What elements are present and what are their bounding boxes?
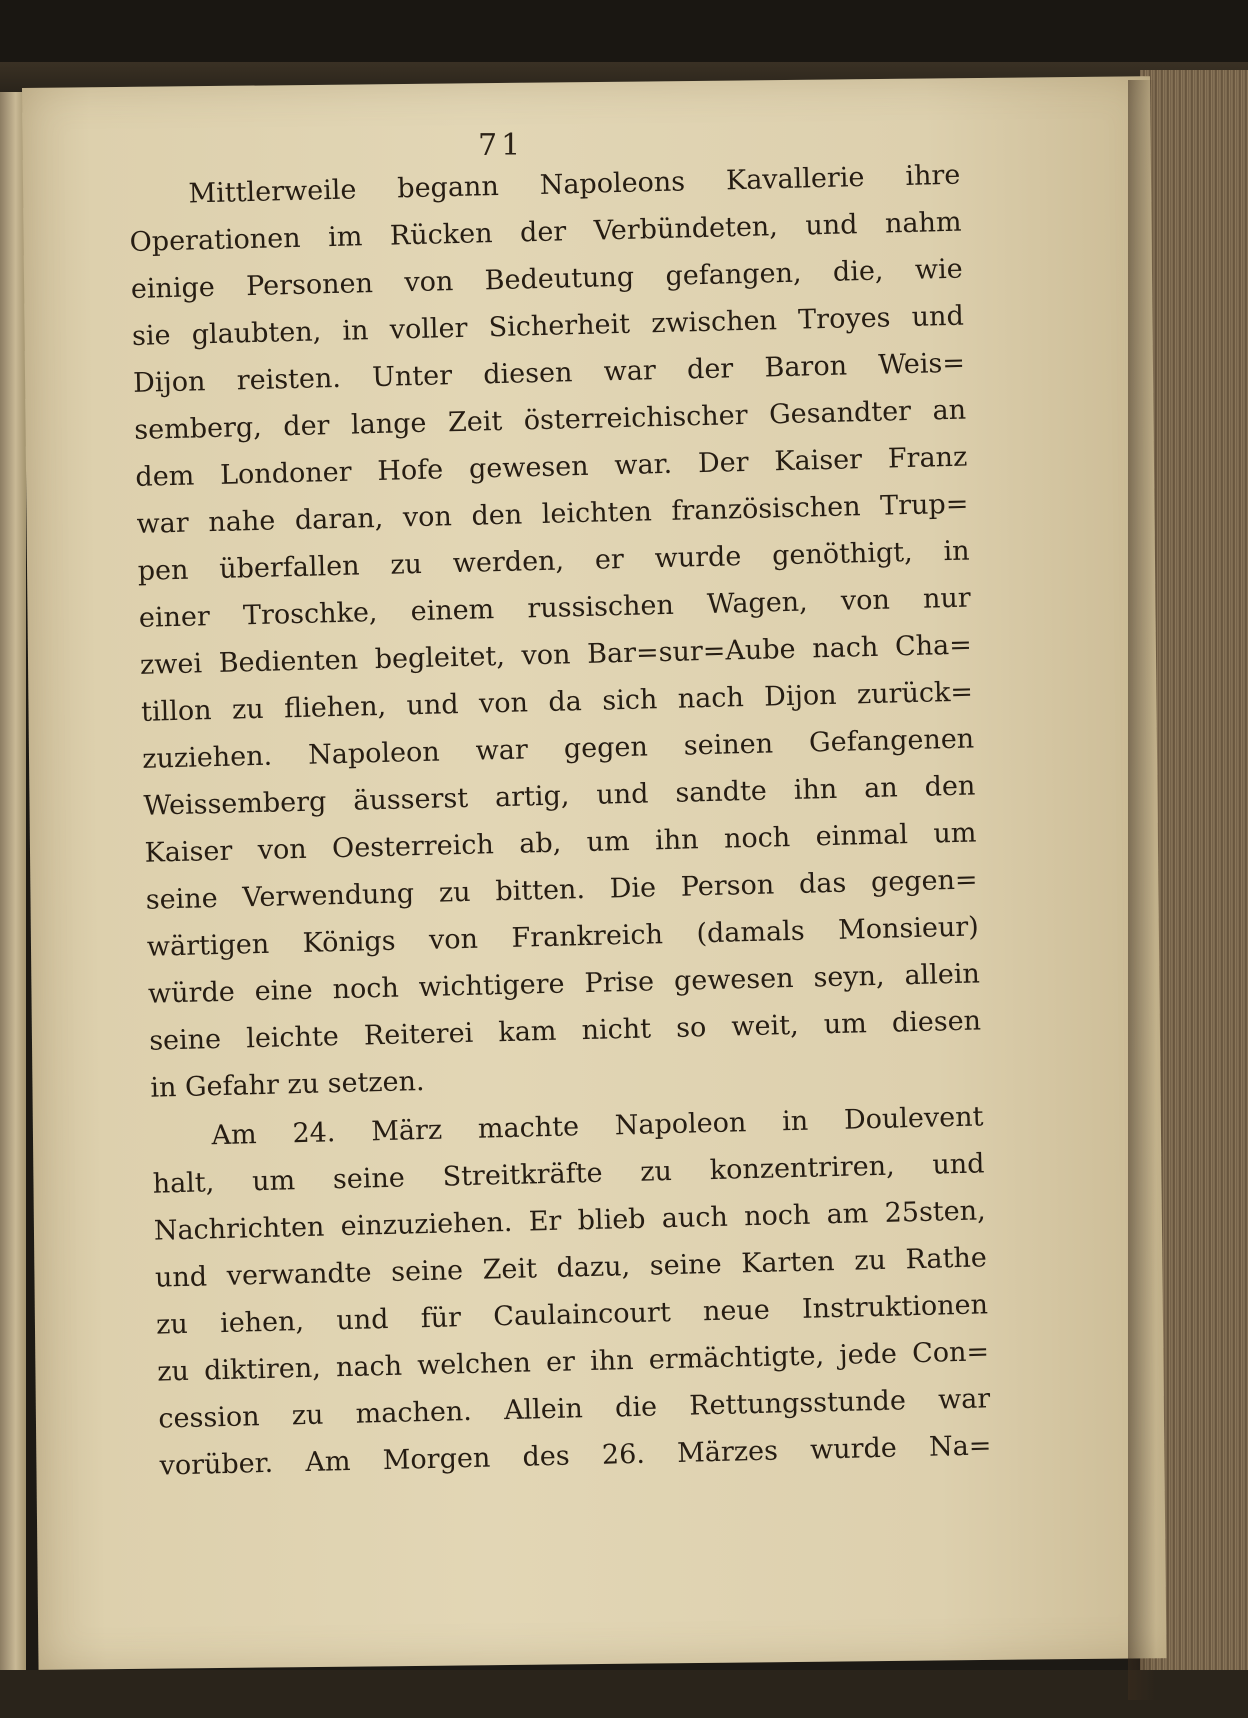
text-line: Am 24. März machte Napoleon in Doulevent xyxy=(211,1101,984,1152)
text-line: tillon zu fliehen, und von da sich nach Dijon zurück= xyxy=(140,676,974,728)
paragraph-2 xyxy=(151,1093,992,1489)
text-line: sie glaubten, in voller Sicherheit zwischen Troyes und xyxy=(131,300,965,352)
paragraph-1 xyxy=(128,152,983,1112)
text-line: vorüber. Am Morgen des 26. Märzes wurde Na= xyxy=(159,1430,992,1482)
text-line: zwei Bedienten begleitet, von Bar=sur=Aube nach Cha= xyxy=(139,629,973,681)
text-line: Kaiser von Oesterreich ab, um ihn noch einmal um xyxy=(144,817,977,869)
text-line: einer Troschke, einem russischen Wagen, von nur xyxy=(138,582,972,634)
text-line: halt, um seine Streitkräfte zu konzentriren, und xyxy=(152,1148,985,1200)
text-line: in Gefahr zu setzen. xyxy=(150,1066,425,1104)
text-line: Nachrichten einzuziehen. Er blieb auch noch am 25sten, xyxy=(153,1195,987,1247)
text-line: zuziehen. Napoleon war gegen seinen Gefangenen xyxy=(141,723,975,775)
text-line: zu diktiren, nach welchen er ihn ermächtigte, jede Con= xyxy=(156,1336,990,1388)
text-line: pen überfallen zu werden, er wurde genöthigt, in xyxy=(137,535,970,587)
page-gutter-shadow xyxy=(1128,80,1156,1700)
text-line: würde eine noch wichtigere Prise gewesen seyn, allein xyxy=(147,958,981,1010)
text-line: zu iehen, und für Caulaincourt neue Instruktionen xyxy=(155,1289,989,1341)
text-line: Dijon reisten. Unter diesen war der Baron Weis= xyxy=(132,347,966,399)
text-line: war nahe daran, von den leichten französischen Trup= xyxy=(136,488,969,540)
text-line: seine leichte Reiterei kam nicht so weit, um diesen xyxy=(148,1005,982,1057)
text-line: einige Personen von Bedeutung gefangen, die, wie xyxy=(130,253,964,305)
left-page-edge xyxy=(0,92,26,1672)
text-line: cession zu machen. Allein die Rettungsstunde war xyxy=(158,1383,991,1435)
text-line: und verwandte seine Zeit dazu, seine Karten zu Rathe xyxy=(154,1242,988,1294)
background-bottom xyxy=(0,1670,1248,1718)
page-number: 71 xyxy=(478,128,525,163)
text-line: Mittlerweile begann Napoleons Kavallerie ihre xyxy=(188,159,961,210)
text-line: wärtigen Königs von Frankreich (damals Monsieur) xyxy=(146,911,980,963)
text-line: dem Londoner Hofe gewesen war. Der Kaiser Franz xyxy=(135,441,968,493)
text-line: seine Verwendung zu bitten. Die Person das gegen= xyxy=(145,864,978,916)
text-line: Weissemberg äusserst artig, und sandte ihn an den xyxy=(143,770,976,822)
text-line: Operationen im Rücken der Verbündeten, und nahm xyxy=(129,206,962,258)
body-text xyxy=(128,152,992,1490)
text-line: semberg, der lange Zeit österreichischer Gesandter an xyxy=(133,394,967,446)
